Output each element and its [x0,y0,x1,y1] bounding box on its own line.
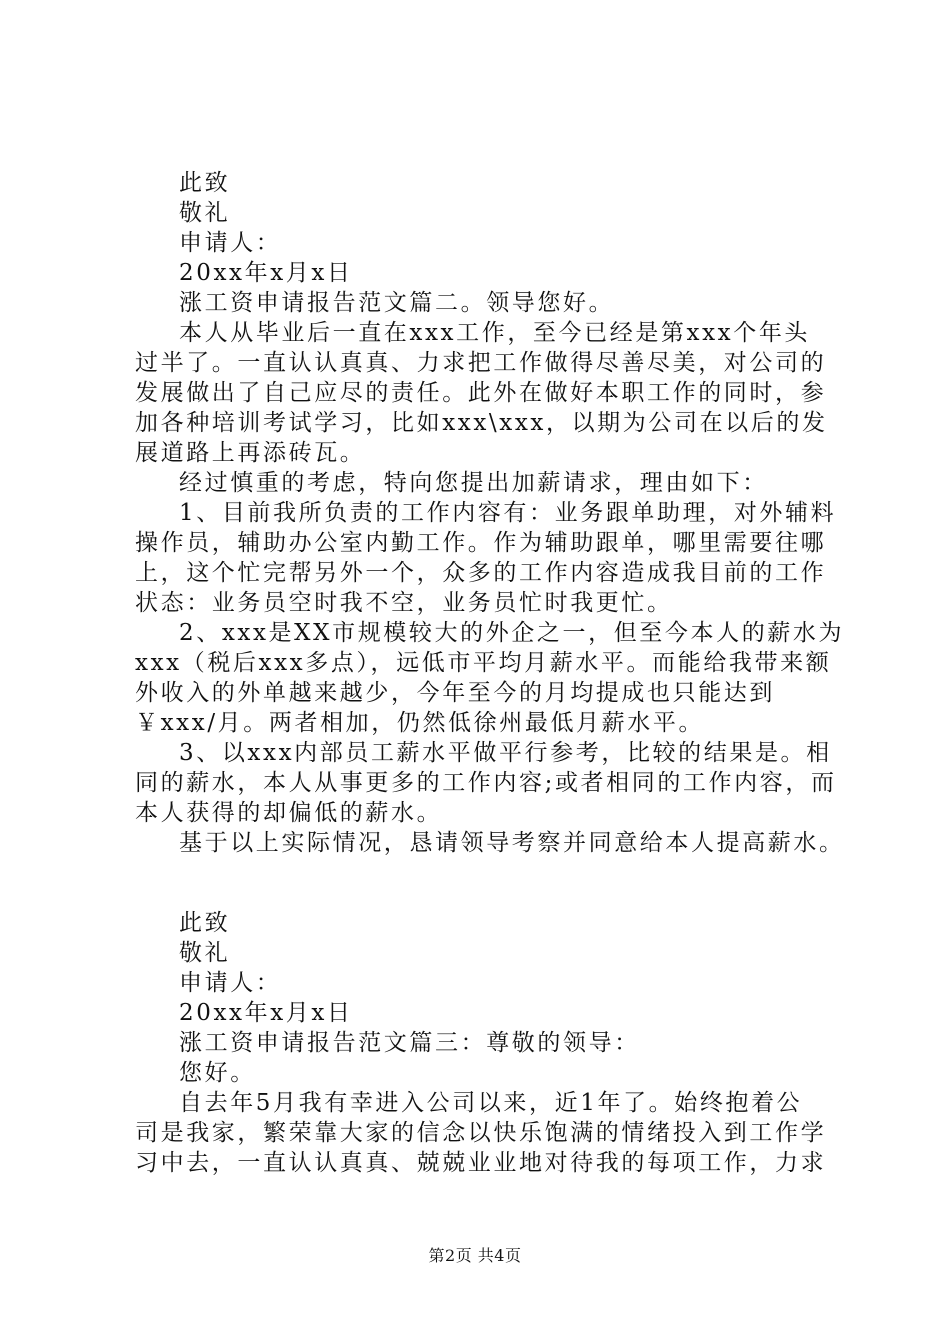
page-footer: 第2页 共4页 [428,1246,522,1265]
document-body [135,168,845,1178]
paragraph-line: 司是我家，繁荣靠大家的信念以快乐饱满的情绪投入到工作学 [135,1120,827,1146]
salutation-cizhi: 此致 [179,910,231,936]
essay-heading: 涨工资申请报告范文篇二。领导您好。 [179,290,615,316]
reason-2-line: xxx（税后xxx多点），远低市平均月薪水平。而能给我带来额 [135,650,832,676]
reason-2-line: 2、xxx是XX市规模较大的外企之一，但至今本人的薪水为 [179,620,845,646]
blank-gap [135,858,835,908]
reason-1-line: 状态：业务员空时我不空，业务员忙时我更忙。 [135,590,673,616]
date-line: 20xx年x月x日 [179,1000,353,1026]
reason-1-line: 操作员，辅助办公室内勤工作。作为辅助跟单，哪里需要往哪 [135,530,827,556]
reason-3-line: 3、以xxx内部员工薪水平做平行参考，比较的结果是。相 [179,740,832,766]
paragraph-line: 习中去，一直认认真真、兢兢业业地对待我的每项工作，力求 [135,1150,827,1176]
salutation-jingli: 敬礼 [179,940,231,966]
paragraph-line: 本人从毕业后一直在xxx工作，至今已经是第xxx个年头 [179,320,811,346]
reason-2-line: 外收入的外单越来越少，今年至今的月均提成也只能达到 [135,680,775,706]
paragraph-line: 经过慎重的考虑，特向您提出加薪请求，理由如下： [179,470,768,496]
applicant-label: 申请人： [179,230,282,256]
greeting-line: 您好。 [179,1060,256,1086]
paragraph-line: 过半了。一直认认真真、力求把工作做得尽善尽美，对公司的 [135,350,827,376]
paragraph-line: 展道路上再添砖瓦。 [135,440,366,466]
salutation-jingli: 敬礼 [179,200,231,226]
reason-1-line: 1、目前我所负责的工作内容有：业务跟单助理，对外辅料 [179,500,837,526]
paragraph-line: 加各种培训考试学习，比如xxx\xxx，以期为公司在以后的发 [135,410,828,436]
reason-3-line: 本人获得的却偏低的薪水。 [135,800,443,826]
paragraph-line: 发展做出了自己应尽的责任。此外在做好本职工作的同时，参 [135,380,827,406]
date-line: 20xx年x月x日 [179,260,353,286]
conclusion-line: 基于以上实际情况，恳请领导考察并同意给本人提高薪水。 [179,830,845,856]
paragraph-line: 自去年5月我有幸进入公司以来，近1年了。始终抱着公 [179,1090,803,1116]
reason-1-line: 上，这个忙完帮另外一个，众多的工作内容造成我目前的工作 [135,560,827,586]
reason-3-line: 同的薪水，本人从事更多的工作内容;或者相同的工作内容，而 [135,770,837,796]
applicant-label: 申请人： [179,970,282,996]
reason-2-line: ￥xxx/月。两者相加，仍然低徐州最低月薪水平。 [135,710,705,736]
salutation-cizhi: 此致 [179,170,231,196]
essay-heading: 涨工资申请报告范文篇三：尊敬的领导： [179,1030,640,1056]
